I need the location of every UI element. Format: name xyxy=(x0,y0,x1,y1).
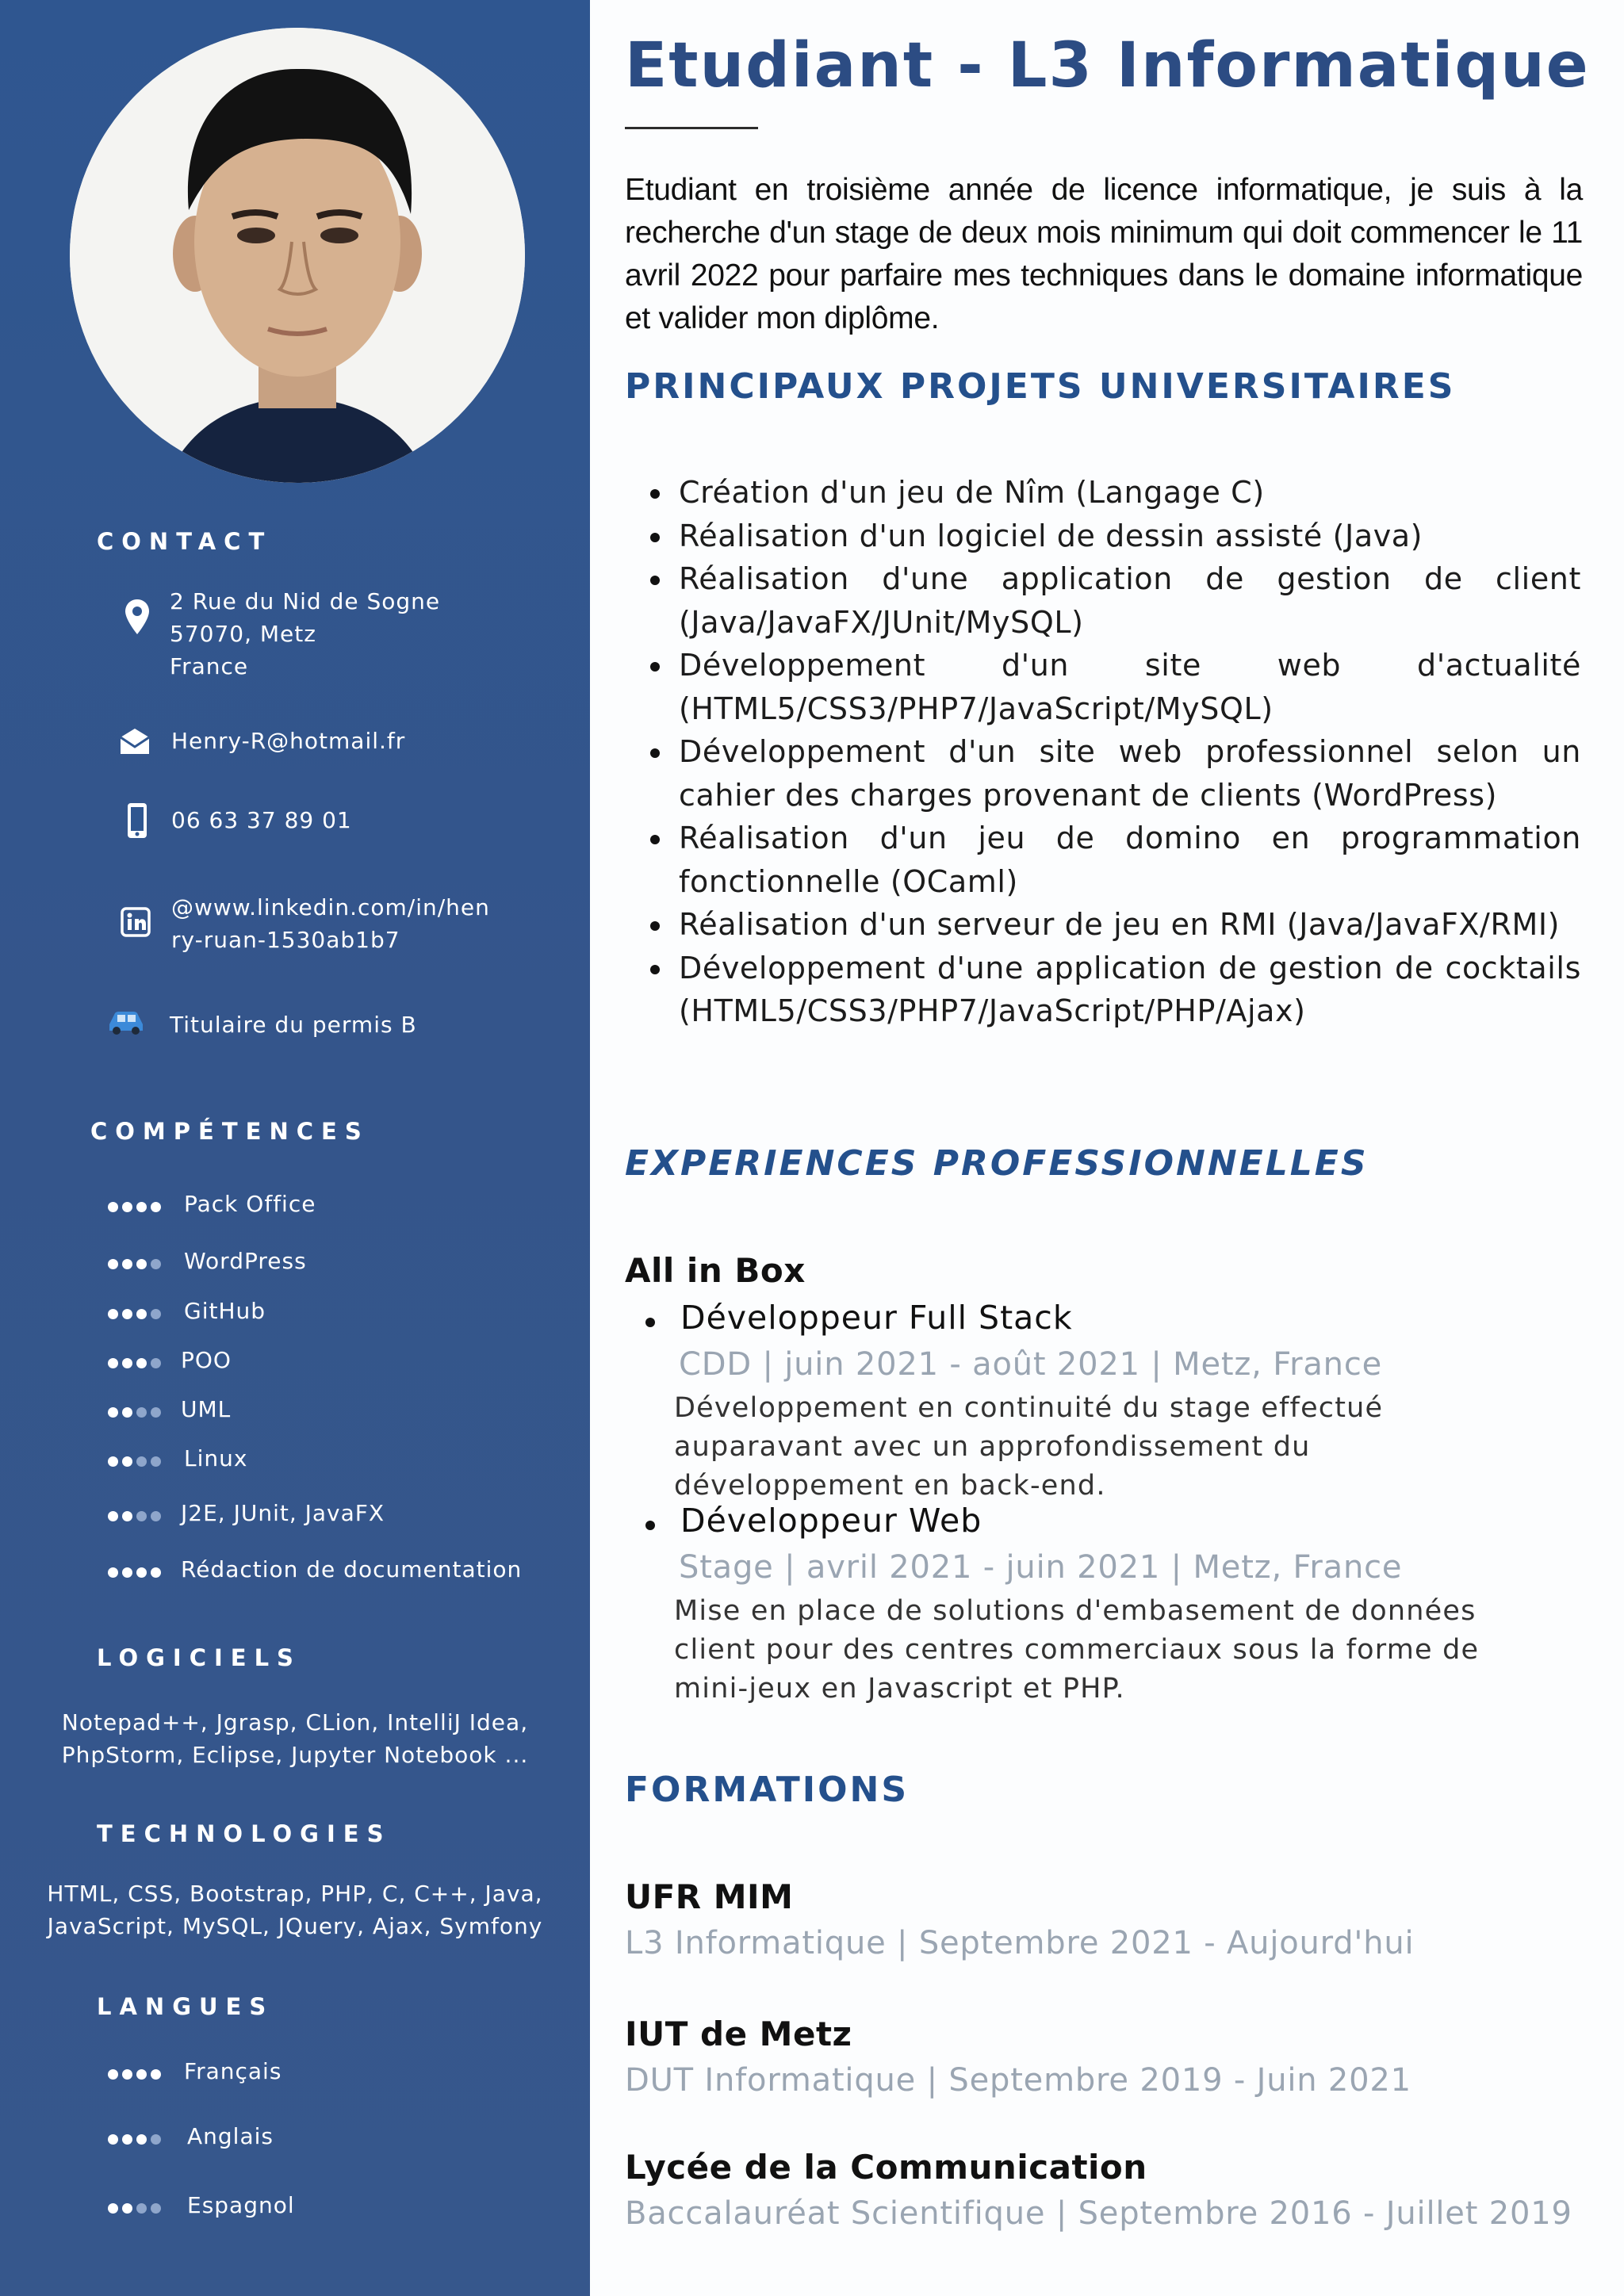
logiciels-heading: LOGICIELS xyxy=(97,1644,301,1671)
skill-level-dots xyxy=(108,1202,161,1212)
level-dot-filled xyxy=(108,1407,118,1418)
project-item: Réalisation d'une application de gestion de client (Java/JavaFX/JUnit/MySQL) xyxy=(679,557,1581,644)
level-dot-filled xyxy=(122,1407,132,1418)
skill-label: WordPress xyxy=(184,1248,307,1274)
level-dot-filled xyxy=(108,1202,118,1212)
level-dot-empty xyxy=(151,1511,161,1521)
level-dot-filled xyxy=(108,2203,118,2214)
level-dot-filled xyxy=(136,1259,147,1269)
job-meta: CDD | juin 2021 - août 2021 | Metz, France xyxy=(679,1346,1383,1383)
level-dot-filled xyxy=(136,2069,147,2080)
projects-heading: PRINCIPAUX PROJETS UNIVERSITAIRES xyxy=(625,366,1456,407)
level-dot-filled xyxy=(122,1358,132,1368)
technologies-line: HTML, CSS, Bootstrap, PHP, C, C++, Java, xyxy=(47,1881,543,1907)
technologies-line: JavaScript, MySQL, JQuery, Ajax, Symfony xyxy=(47,1913,543,1939)
skill-level-dots xyxy=(108,1309,161,1319)
school-name: UFR MIM xyxy=(625,1877,794,1916)
formations-heading: FORMATIONS xyxy=(625,1770,910,1810)
skill-label: Pack Office xyxy=(184,1191,316,1217)
formation-detail: L3 Informatique | Septembre 2021 - Aujourd'hui xyxy=(625,1925,1415,1961)
intro-paragraph: Etudiant en troisième année de licence informatique, je suis à la recherche d'un stage de deux mois minimum qui doit commencer le 11 avril 2022 pour parfaire mes techniques dans le domaine informatique et valider mon diplôme. xyxy=(625,173,1583,335)
level-dot-empty xyxy=(151,2134,161,2145)
project-item: Développement d'une application de gestion de cocktails (HTML5/CSS3/PHP7/JavaScript/PHP/Ajax) xyxy=(679,947,1581,1033)
level-dot-filled xyxy=(122,1309,132,1319)
address-line: 2 Rue du Nid de Sogne xyxy=(170,588,441,614)
job-title: Développeur Web xyxy=(680,1502,982,1540)
formation-detail: DUT Informatique | Septembre 2019 - Juin 2021 xyxy=(625,2062,1411,2099)
level-dot-filled xyxy=(122,2134,132,2145)
logiciels-text xyxy=(0,1706,590,1771)
level-dot-empty xyxy=(136,1456,147,1467)
sidebar xyxy=(0,0,590,2296)
permit-text: Titulaire du permis B xyxy=(170,1012,417,1038)
job-bullet xyxy=(645,1521,655,1530)
level-dot-filled xyxy=(122,1259,132,1269)
level-dot-empty xyxy=(136,1407,147,1418)
job-title: Développeur Full Stack xyxy=(680,1299,1073,1337)
language-level-dots xyxy=(108,2203,161,2214)
company-name: All in Box xyxy=(625,1251,806,1290)
level-dot-filled xyxy=(122,1511,132,1521)
linkedin-icon xyxy=(121,907,151,937)
level-dot-empty xyxy=(151,1456,161,1467)
project-item: Développement d'un site web professionnel selon un cahier des charges provenant de clients (WordPress) xyxy=(679,730,1581,817)
competences-heading: COMPÉTENCES xyxy=(90,1118,370,1145)
level-dot-filled xyxy=(151,1202,161,1212)
level-dot-filled xyxy=(108,1567,118,1578)
job-meta: Stage | avril 2021 - juin 2021 | Metz, France xyxy=(679,1549,1403,1586)
linkedin-line: @www.linkedin.com/in/hen xyxy=(171,894,490,920)
school-name: Lycée de la Communication xyxy=(625,2148,1147,2187)
level-dot-filled xyxy=(108,1309,118,1319)
location-pin-icon xyxy=(125,599,149,634)
language-level-dots xyxy=(108,2134,161,2145)
level-dot-empty xyxy=(151,1358,161,1368)
level-dot-filled xyxy=(108,2069,118,2080)
language-label: Anglais xyxy=(187,2123,274,2149)
level-dot-filled xyxy=(136,1567,147,1578)
skill-level-dots xyxy=(108,1456,161,1467)
level-dot-empty xyxy=(151,1309,161,1319)
logiciels-line: PhpStorm, Eclipse, Jupyter Notebook ... xyxy=(61,1742,529,1768)
skill-label: Rédaction de documentation xyxy=(181,1556,523,1582)
level-dot-empty xyxy=(136,2203,147,2214)
skill-level-dots xyxy=(108,1358,161,1368)
level-dot-filled xyxy=(108,2134,118,2145)
project-item: Réalisation d'un logiciel de dessin assisté (Java) xyxy=(679,515,1581,558)
level-dot-filled xyxy=(122,1567,132,1578)
level-dot-filled xyxy=(108,1456,118,1467)
logiciels-line: Notepad++, Jgrasp, CLion, IntelliJ Idea, xyxy=(61,1709,529,1735)
level-dot-filled xyxy=(122,1202,132,1212)
skill-label: GitHub xyxy=(184,1298,266,1324)
level-dot-filled xyxy=(136,2134,147,2145)
envelope-icon xyxy=(119,728,151,755)
level-dot-empty xyxy=(136,1511,147,1521)
project-item: Développement d'un site web d'actualité (HTML5/CSS3/PHP7/JavaScript/MySQL) xyxy=(679,644,1581,730)
level-dot-filled xyxy=(122,2069,132,2080)
level-dot-filled xyxy=(108,1511,118,1521)
skill-level-dots xyxy=(108,1511,161,1521)
skill-level-dots xyxy=(108,1567,161,1578)
formation-detail: Baccalauréat Scientifique | Septembre 2016 - Juillet 2019 xyxy=(625,2195,1572,2232)
profile-photo xyxy=(70,28,525,483)
technologies-text xyxy=(0,1877,590,1942)
skill-label: UML xyxy=(181,1396,232,1422)
langues-heading: LANGUES xyxy=(97,1993,274,2020)
language-label: Français xyxy=(184,2058,282,2084)
title-underline xyxy=(625,127,758,129)
level-dot-empty xyxy=(151,1259,161,1269)
language-label: Espagnol xyxy=(187,2192,295,2218)
level-dot-filled xyxy=(136,1202,147,1212)
level-dot-empty xyxy=(151,2203,161,2214)
skill-label: Linux xyxy=(184,1445,248,1471)
job-bullet xyxy=(645,1318,655,1327)
job-description: Développement en continuité du stage effectué auparavant avec un approfondissement du développement en back-end. xyxy=(674,1392,1384,1502)
school-name: IUT de Metz xyxy=(625,2015,852,2053)
contact-phone: 06 63 37 89 01 xyxy=(171,807,352,833)
job-description: Mise en place de solutions d'embasement de données client pour des centres commerciaux sous la forme de mini-jeux en Javascript et PHP. xyxy=(674,1595,1480,1705)
level-dot-filled xyxy=(136,1358,147,1368)
page-title: Etudiant - L3 Informatique xyxy=(625,30,1590,101)
address-line: France xyxy=(170,653,249,679)
level-dot-filled xyxy=(122,1456,132,1467)
level-dot-filled xyxy=(122,2203,132,2214)
phone-icon xyxy=(127,802,147,839)
contact-linkedin[interactable] xyxy=(171,891,490,956)
level-dot-filled xyxy=(108,1259,118,1269)
car-icon xyxy=(106,1008,146,1035)
technologies-heading: TECHNOLOGIES xyxy=(97,1820,392,1847)
contact-heading: CONTACT xyxy=(97,528,273,555)
level-dot-filled xyxy=(151,1567,161,1578)
level-dot-filled xyxy=(108,1358,118,1368)
contact-address xyxy=(170,585,440,683)
level-dot-empty xyxy=(151,1407,161,1418)
skill-level-dots xyxy=(108,1407,161,1418)
project-item: Réalisation d'un serveur de jeu en RMI (Java/JavaFX/RMI) xyxy=(679,903,1581,947)
level-dot-filled xyxy=(151,2069,161,2080)
skill-label: J2E, JUnit, JavaFX xyxy=(181,1500,385,1526)
language-level-dots xyxy=(108,2069,161,2080)
skill-level-dots xyxy=(108,1259,161,1269)
experiences-heading: EXPERIENCES PROFESSIONNELLES xyxy=(625,1143,1369,1184)
address-line: 57070, Metz xyxy=(170,621,316,647)
projects-list xyxy=(641,471,1581,1033)
project-item: Réalisation d'un jeu de domino en programmation fonctionnelle (OCaml) xyxy=(679,817,1581,903)
project-item: Création d'un jeu de Nîm (Langage C) xyxy=(679,471,1581,515)
level-dot-filled xyxy=(136,1309,147,1319)
skill-label: POO xyxy=(181,1347,232,1373)
contact-email[interactable]: Henry-R@hotmail.fr xyxy=(171,728,406,754)
linkedin-line: ry-ruan-1530ab1b7 xyxy=(171,927,400,953)
